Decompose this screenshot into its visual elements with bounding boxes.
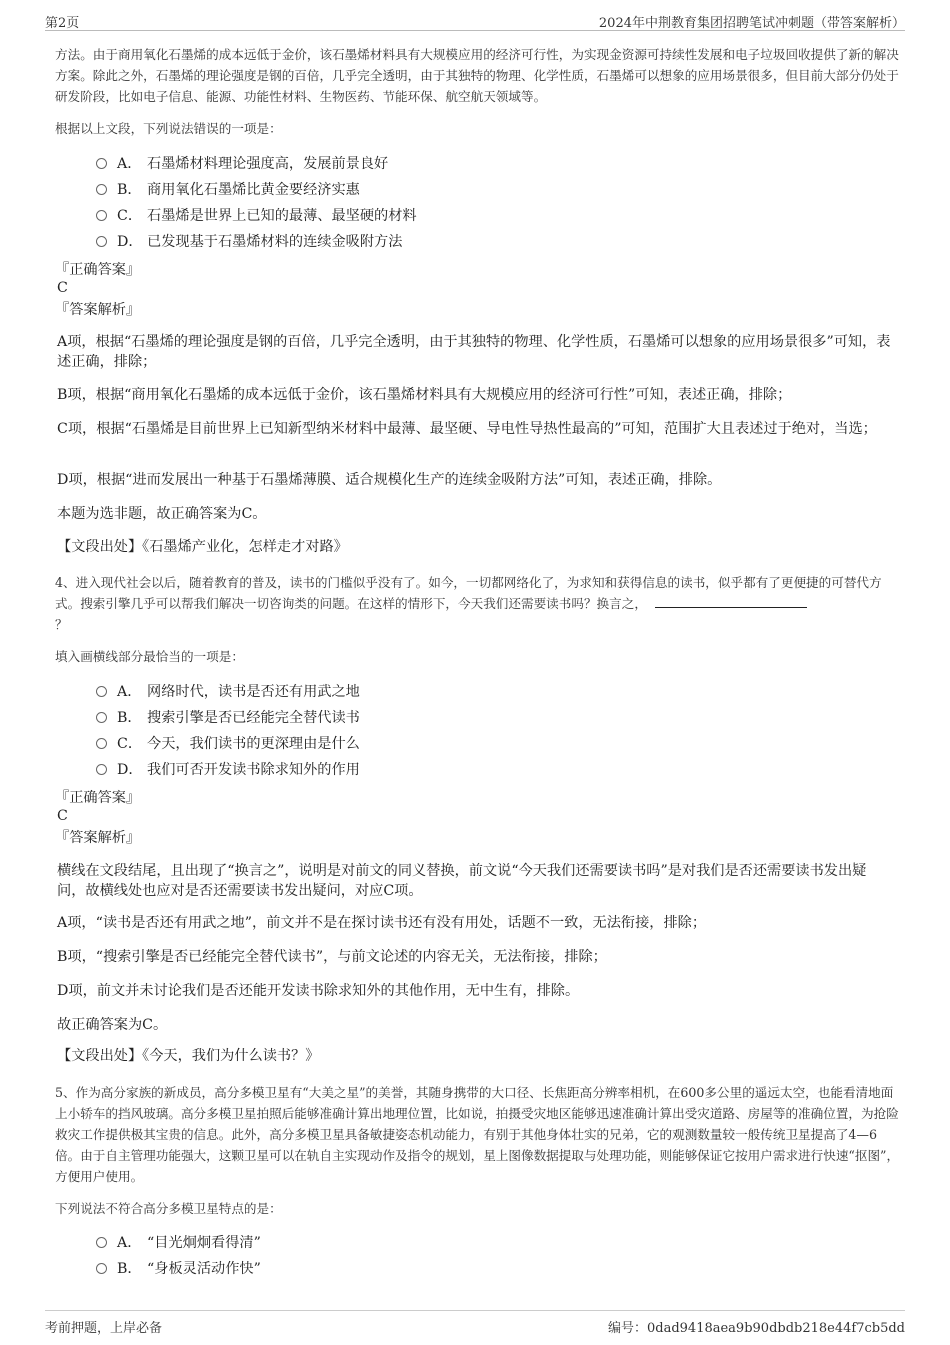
q4-analysis-label: 『答案解析』 (55, 830, 141, 846)
footer-slogan: 考前押题，上岸必备 (45, 1321, 163, 1336)
q3-conclusion: 本题为选非题，故正确答案为C。 (57, 506, 267, 522)
radio-icon[interactable] (96, 686, 107, 697)
radio-icon[interactable] (96, 738, 107, 749)
q3-analysis-a: A项，根据“石墨烯的理论强度是钢的百倍，几乎完全透明，由于其独特的物理、化学性质，石墨烯可以想象的应用场景很多”可知，表述正确，排除； (57, 334, 891, 370)
page-header (45, 8, 905, 31)
q4-answer: C (57, 808, 68, 824)
q5-option-b[interactable]: B． “身板灵活动作快” (96, 1259, 261, 1279)
q3-analysis-d: D项，根据“进而发展出一种基于石墨烯薄膜、适合规模化生产的连续金吸附方法”可知，表述正确，排除。 (57, 472, 722, 488)
radio-icon[interactable] (96, 712, 107, 723)
radio-icon[interactable] (96, 764, 107, 775)
page-footer (45, 1310, 905, 1336)
q4-prompt: 填入画横线部分最恰当的一项是： (55, 649, 244, 664)
q3-analysis-b: B项，根据“商用氧化石墨烯的成本远低于金价，该石墨烯材料具有大规模应用的经济可行性”可知，表述正确，排除； (57, 387, 792, 403)
fill-blank-line (655, 595, 807, 608)
q3-answer: C (57, 280, 68, 296)
q4-analysis-b: B项，“搜索引擎是否已经能完全替代读书”，与前文论述的内容无关，无法衔接，排除； (57, 949, 607, 965)
q3-option-c[interactable]: C． 石墨烯是世界上已知的最薄、最坚硬的材料 (96, 206, 417, 226)
q3-passage-tail: 方法。由于商用氧化石墨烯的成本远低于金价，该石墨烯材料具有大规模应用的经济可行性，为实现金资源可持续性发展和电子垃圾回收提供了新的解决方案。除此之外，石墨烯的理论强度是钢的百倍，几乎完全透明，由于其独特的物理、化学性质，石墨烯可以想象的应用场景很多，但目前大部分仍处于研发阶段，比如电子信息、能源、功能性材料、生物医药、节能环保、航空航天领域等。 (55, 47, 899, 104)
q3-analysis-c: C项，根据“石墨烯是目前世界上已知新型纳米材料中最薄、最坚硬、导电性导热性最高的”可知，范围扩大且表述过于绝对，当选； (57, 421, 877, 437)
radio-icon[interactable] (96, 1237, 107, 1248)
document-title: 2024年中荆教育集团招聘笔试冲刺题（带答案解析） (598, 16, 905, 31)
q4-conclusion: 故正确答案为C。 (57, 1017, 168, 1033)
q3-option-a[interactable]: A． 石墨烯材料理论强度高，发展前景良好 (96, 154, 388, 174)
radio-icon[interactable] (96, 210, 107, 221)
q3-prompt: 根据以上文段，下列说法错误的一项是： (55, 121, 282, 136)
q4-analysis-d: D项，前文并未讨论我们是否还能开发读书除求知外的其他作用，无中生有，排除。 (57, 983, 580, 999)
radio-icon[interactable] (96, 158, 107, 169)
q4-option-b[interactable]: B． 搜索引擎是否已经能完全替代读书 (96, 708, 360, 728)
q4-option-c[interactable]: C． 今天，我们读书的更深理由是什么 (96, 734, 360, 754)
q4-answer-label: 『正确答案』 (55, 790, 141, 806)
radio-icon[interactable] (96, 236, 107, 247)
q4-source: 【文段出处】《今天，我们为什么读书？》 (57, 1048, 320, 1064)
q5-option-a[interactable]: A． “目光炯炯看得清” (96, 1233, 261, 1253)
q4-analysis-a: A项，“读书是否还有用武之地”，前文并不是在探讨读书还有没有用处，话题不一致，无法衔接，排除； (57, 915, 707, 931)
q4-passage: 4、进入现代社会以后，随着教育的普及，读书的门槛似乎没有了。如今，一切都网络化了，为求知和获得信息的读书，似乎都有了更便捷的可替代方式。搜索引擎几乎可以帮我们解决一切咨询类的问题。在这样的情形下，今天我们还需要读书吗？换言之， ？ (55, 575, 882, 632)
q5-prompt: 下列说法不符合高分多模卫星特点的是： (55, 1201, 282, 1216)
q3-source: 【文段出处】《石墨烯产业化，怎样走才对路》 (57, 539, 348, 555)
q4-analysis-main: 横线在文段结尾，且出现了“换言之”，说明是对前文的同义替换，前文说“今天我们还需要读书吗”是对我们是否还需要读书发出疑问，故横线处也应对是否还需要读书发出疑问，对应C项。 (57, 863, 867, 899)
page-number: 第2页 (45, 16, 80, 31)
q4-option-a[interactable]: A． 网络时代，读书是否还有用武之地 (96, 682, 360, 702)
document-code: 编号：0dad9418aea9b90dbdb218e44f7cb5dd (607, 1321, 905, 1336)
q3-analysis-label: 『答案解析』 (55, 302, 141, 318)
q3-answer-label: 『正确答案』 (55, 262, 141, 278)
q3-option-b[interactable]: B． 商用氧化石墨烯比黄金要经济实惠 (96, 180, 360, 200)
q5-passage: 5、作为高分家族的新成员，高分多模卫星有“大美之星”的美誉，其随身携带的大口径、长焦距高分辨率相机，在600多公里的遥远太空，也能看清地面上小轿车的挡风玻璃。高分多模卫星拍照后能够准确计算出地理位置，比如说，拍摄受灾地区能够迅速准确计算出受灾道路、房屋等的准确位置，为抢险救灾工作提供极其宝贵的信息。此外，高分多模卫星具备敏捷姿态机动能力，有别于其他身体壮实的兄弟，它的观测数量较一般传统卫星提高了4—6倍。由于自主管理功能强大，这颗卫星可以在轨自主实现动作及指令的规划，星上图像数据提取与处理功能，则能够保证它按用户需求进行快速“抠图”，方便用户使用。 (55, 1085, 900, 1184)
q3-option-d[interactable]: D． 已发现基于石墨烯材料的连续金吸附方法 (96, 232, 402, 252)
radio-icon[interactable] (96, 184, 107, 195)
q4-option-d[interactable]: D． 我们可否开发读书除求知外的作用 (96, 760, 360, 780)
radio-icon[interactable] (96, 1263, 107, 1274)
